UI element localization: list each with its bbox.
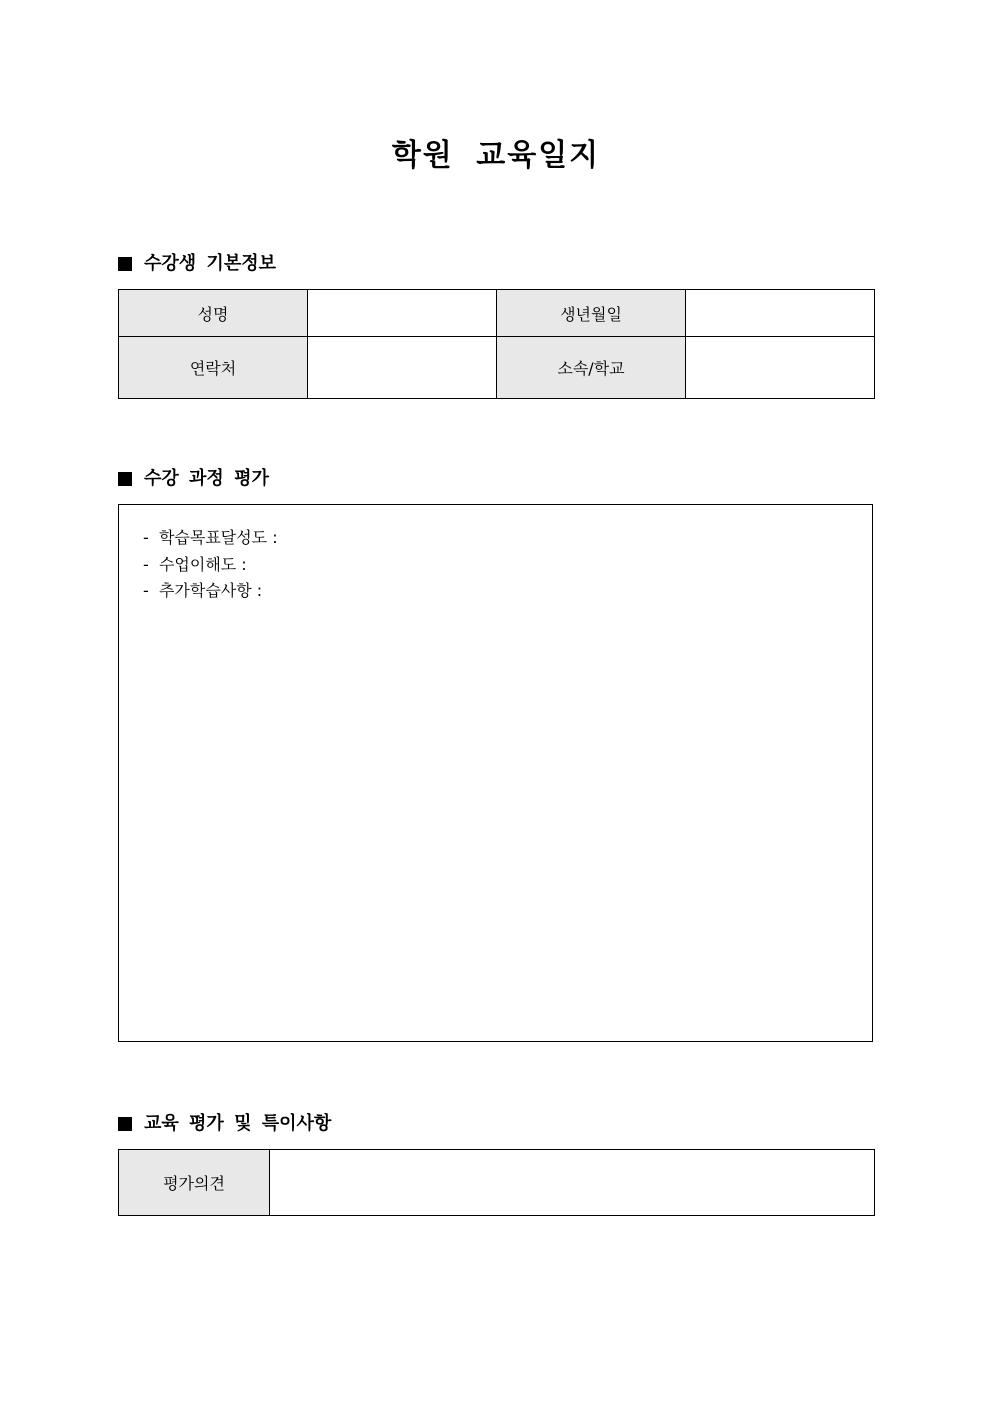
remarks-table xyxy=(118,1149,875,1216)
table-row xyxy=(119,290,875,337)
section-heading-student-info xyxy=(118,252,276,276)
opinion-field[interactable] xyxy=(270,1150,875,1216)
course-eval-box[interactable] xyxy=(118,504,873,1042)
contact-field[interactable] xyxy=(308,337,497,399)
birthdate-label: 생년월일 xyxy=(497,290,686,337)
learning-goal-line: - 학습목표달성도 : xyxy=(143,528,278,547)
section-heading-course-eval xyxy=(118,467,269,491)
square-bullet-icon xyxy=(118,1117,132,1131)
section-heading-text: 수강생 기본정보 xyxy=(144,253,276,274)
name-field[interactable] xyxy=(308,290,497,337)
section-heading-text: 수강 과정 평가 xyxy=(144,468,269,489)
square-bullet-icon xyxy=(118,257,132,271)
affiliation-label: 소속/학교 xyxy=(497,337,686,399)
comprehension-line: - 수업이해도 : xyxy=(143,554,247,574)
contact-label: 연락처 xyxy=(119,337,308,399)
document-title: 학원 교육일지 xyxy=(391,138,601,173)
additional-study-line: - 추가학습사항 : xyxy=(143,581,263,600)
birthdate-field[interactable] xyxy=(686,290,875,337)
section-heading-text: 교육 평가 및 특이사항 xyxy=(144,1113,332,1134)
table-row xyxy=(119,1150,875,1216)
student-info-table xyxy=(118,289,875,399)
square-bullet-icon xyxy=(118,472,132,486)
opinion-label: 평가의견 xyxy=(119,1150,270,1216)
affiliation-field[interactable] xyxy=(686,337,875,399)
table-row xyxy=(119,337,875,399)
section-heading-remarks xyxy=(118,1112,331,1136)
name-label: 성명 xyxy=(119,290,308,337)
